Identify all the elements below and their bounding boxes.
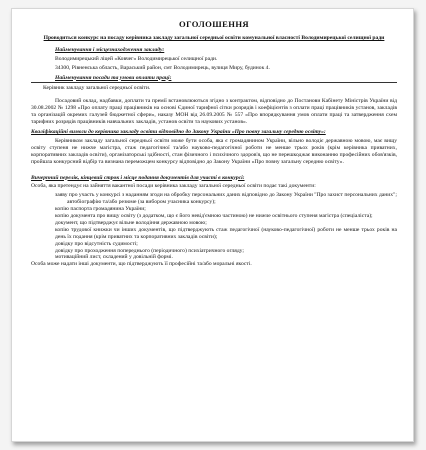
list-item: мотиваційний лист, складений у довільній формі.: [55, 254, 173, 261]
qualification-text: Керівником закладу загальної середньої освіти може бути особа, яка є громадянином України, вільно володіє державною мовою, має вищу освіту ступеня не нижче магістра, стаж педагогічної та/або науково-педагогічної роботи не менше трьох років (крім керівника приватних, корпоративних закладів освіти), організаторські здібності, стан фізичного і психічного здоров'я, що не перешкоджає виконанню професійних обов'язків, пройшла конкурсний відбір та визнана переможцем конкурсу відповідно до Закону України «Про повну загальну середню освіту».: [31, 137, 397, 165]
spacer: [31, 168, 397, 172]
documents-list: [31, 192, 397, 261]
qualification-heading: Кваліфікаційні вимоги до керівника закладу освіти відповідно до Закону України «Про повну загальну середню освіту»:: [31, 128, 326, 135]
list-item: довідку про відсутність судимості;: [55, 240, 138, 247]
document-body: [31, 21, 397, 270]
list-item: заяву про участь у конкурсі з наданням згоди на обробку персональних даних відповідно до Закону України "Про захист персональних даних";: [55, 192, 397, 199]
location-address: 34300, Рівненська область, Вараський район, смт Володимирець, вулиця Миру, будинок 4.: [55, 64, 270, 71]
list-item: документ, що підтверджує вільне володіння державною мовою;: [55, 219, 207, 226]
position-name: Керівник закладу загальної середньої освіти.: [43, 85, 151, 92]
list-item: автобіографію та/або резюме (за вибором учасника конкурсу);: [67, 199, 216, 206]
lead-text: Проводиться конкурс на посаду керівника закладу загальної середньої освіти комунальної власності Володимирецької селищної ради: [43, 34, 385, 41]
location-heading: Найменування і місцезнаходження закладу:: [55, 46, 165, 53]
documents-outro: Особа може надати інші документи, що підтверджують її професійні та/або моральні якості.: [31, 261, 252, 268]
documents-intro: Особа, яка претендує на зайняття вакантної посади керівника закладу загальної середньої освіти подає такі документи:: [31, 183, 316, 190]
list-item: копію документа про вищу освіту (з додатком, що є його невід'ємною частиною) не нижче освітнього ступеня магістра (спеціаліста);: [55, 213, 373, 220]
position-heading: Найменування посади та умови оплати праці:: [31, 75, 397, 84]
salary-text: Посадовий оклад, надбавки, доплати та премії встановлюються згідно з контрактом, відповідно до Постанови Кабінету Міністрів України від 30.08.2002 № 1298 «Про оплату праці працівників на основі Єдиної тарифної сітки розрядів і коефіцієнтів з оплати праці працівників установ, закладів та організацій окремих галузей бюджетної сфери», наказу МОН від 26.09.2005 № 557 «Про впорядкування умов оплати праці та затвердження схем тарифних розрядів працівників навчальних закладів, установ освіти та наукових установ».: [31, 98, 397, 126]
list-item: копію трудової книжки чи інших документів, що підтверджують стаж педагогічної (науково-педагогічної) роботи не менше трьох років на день їх подання (крім приватних та корпоративних закладів освіти);: [55, 226, 397, 240]
location-name: Володимирецький ліцей «Ковчег» Володимирецької селищної ради.: [55, 55, 218, 62]
documents-heading: Вичерпний перелік, кінцевий строк і місце подання документів для участі в конкурсі:: [31, 174, 245, 181]
list-item: довідку про проходження попереднього (періодичного) психіатричного огляду;: [55, 247, 244, 254]
page-title: ОГОЛОШЕННЯ: [178, 19, 250, 29]
document-page: [11, 8, 414, 442]
list-item: копію паспорта громадянина України;: [55, 206, 146, 213]
